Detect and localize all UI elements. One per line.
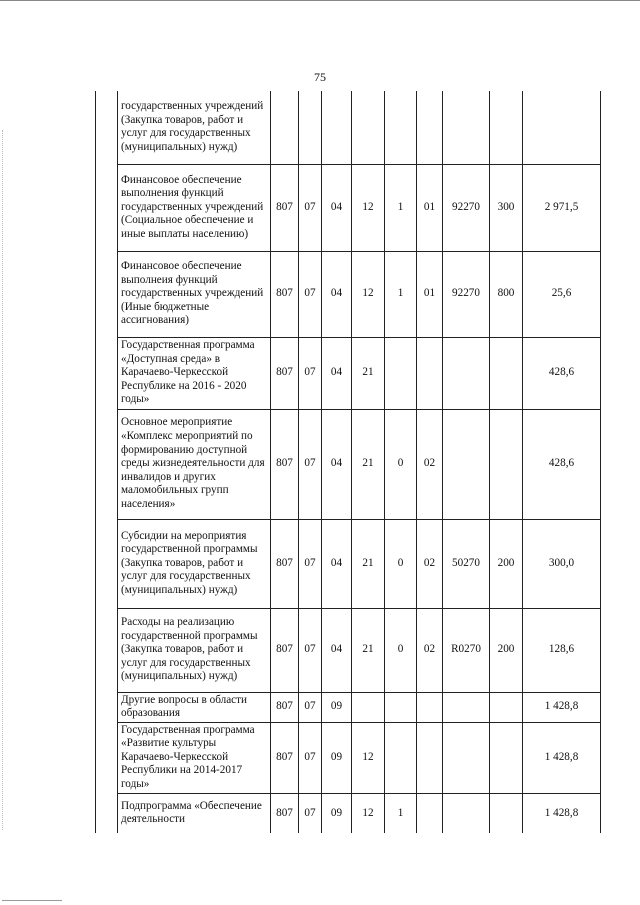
expense-type-cell [490, 91, 523, 164]
grbs-code-cell: 807 [271, 722, 299, 793]
event-code-cell: 01 [417, 164, 443, 251]
amount-cell: 428,6 [523, 337, 601, 409]
subprogram-code-cell [385, 337, 417, 409]
expense-type-cell [490, 409, 523, 519]
amount-cell: 428,6 [523, 409, 601, 519]
row-number-cell [96, 251, 118, 337]
row-name-cell: Субсидии на мероприятия государственной программы (Закупка товаров, работ и услуг для государственных (муниципальных) нужд) [118, 519, 271, 608]
grbs-code-cell: 807 [271, 608, 299, 692]
subsection-code-cell [322, 91, 352, 164]
grbs-code-cell [271, 91, 299, 164]
program-code-cell: 12 [352, 793, 385, 833]
section-code-cell: 07 [299, 164, 322, 251]
row-name-cell: Подпрограмма «Обеспечение деятельности [118, 793, 271, 833]
row-name-cell: Расходы на реализацию государственной программы (Закупка товаров, работ и услуг для государственных (муниципальных) нужд) [118, 608, 271, 692]
event-code-cell [417, 722, 443, 793]
expense-direction-cell [443, 91, 490, 164]
subsection-code-cell: 04 [322, 519, 352, 608]
table-row [96, 722, 601, 793]
subprogram-code-cell [385, 722, 417, 793]
subprogram-code-cell: 1 [385, 164, 417, 251]
table-row [96, 793, 601, 833]
expense-direction-cell [443, 722, 490, 793]
event-code-cell: 01 [417, 251, 443, 337]
subsection-code-cell: 09 [322, 692, 352, 722]
amount-cell: 25,6 [523, 251, 601, 337]
event-code-cell: 02 [417, 608, 443, 692]
row-name-cell: государственных учреждений (Закупка товаров, работ и услуг для государственных (муниципальных) нужд) [118, 91, 271, 164]
row-number-cell [96, 91, 118, 164]
table-row [96, 91, 601, 164]
program-code-cell: 12 [352, 251, 385, 337]
grbs-code-cell: 807 [271, 692, 299, 722]
event-code-cell [417, 692, 443, 722]
row-number-cell [96, 722, 118, 793]
event-code-cell: 02 [417, 519, 443, 608]
budget-table-body [96, 91, 601, 833]
amount-cell: 2 971,5 [523, 164, 601, 251]
section-code-cell: 07 [299, 409, 322, 519]
subsection-code-cell: 09 [322, 793, 352, 833]
row-number-cell [96, 409, 118, 519]
expense-direction-cell: 92270 [443, 251, 490, 337]
grbs-code-cell: 807 [271, 251, 299, 337]
expense-direction-cell [443, 337, 490, 409]
table-row [96, 251, 601, 337]
subprogram-code-cell: 0 [385, 608, 417, 692]
subprogram-code-cell: 0 [385, 409, 417, 519]
section-code-cell: 07 [299, 519, 322, 608]
top-edge-line [0, 0, 640, 1]
table-row [96, 519, 601, 608]
program-code-cell: 21 [352, 608, 385, 692]
expense-direction-cell [443, 793, 490, 833]
subsection-code-cell: 09 [322, 722, 352, 793]
program-code-cell: 21 [352, 519, 385, 608]
subsection-code-cell: 04 [322, 608, 352, 692]
table-row [96, 337, 601, 409]
section-code-cell [299, 91, 322, 164]
grbs-code-cell: 807 [271, 164, 299, 251]
subprogram-code-cell: 1 [385, 793, 417, 833]
expense-direction-cell [443, 409, 490, 519]
grbs-code-cell: 807 [271, 793, 299, 833]
expense-type-cell: 300 [490, 164, 523, 251]
expense-type-cell [490, 337, 523, 409]
subprogram-code-cell [385, 692, 417, 722]
subsection-code-cell: 04 [322, 409, 352, 519]
row-number-cell [96, 519, 118, 608]
grbs-code-cell: 807 [271, 409, 299, 519]
expense-type-cell [490, 692, 523, 722]
event-code-cell [417, 91, 443, 164]
section-code-cell: 07 [299, 251, 322, 337]
amount-cell: 300,0 [523, 519, 601, 608]
bottom-edge-mark [2, 900, 62, 901]
program-code-cell [352, 91, 385, 164]
grbs-code-cell: 807 [271, 337, 299, 409]
expense-type-cell [490, 793, 523, 833]
expense-direction-cell: R0270 [443, 608, 490, 692]
amount-cell: 1 428,8 [523, 722, 601, 793]
amount-cell: 1 428,8 [523, 692, 601, 722]
budget-table [95, 91, 601, 833]
event-code-cell [417, 337, 443, 409]
expense-direction-cell: 50270 [443, 519, 490, 608]
row-name-cell: Финансовое обеспечение выполнения функций государственных учреждений (Социальное обеспечение и иные выплаты населению) [118, 164, 271, 251]
table-row [96, 692, 601, 722]
section-code-cell: 07 [299, 793, 322, 833]
row-number-cell [96, 337, 118, 409]
expense-type-cell: 200 [490, 519, 523, 608]
amount-cell: 1 428,8 [523, 793, 601, 833]
row-name-cell: Финансовое обеспечение выполнеия функций государственных учреждений (Иные бюджетные ассигнования) [118, 251, 271, 337]
program-code-cell [352, 692, 385, 722]
subsection-code-cell: 04 [322, 337, 352, 409]
subprogram-code-cell: 1 [385, 251, 417, 337]
program-code-cell: 12 [352, 722, 385, 793]
row-name-cell: Основное мероприятие «Комплекс мероприятий по формированию доступной среды жизнедеятельности для инвалидов и других маломобильных групп населения» [118, 409, 271, 519]
expense-type-cell: 800 [490, 251, 523, 337]
row-name-cell: Государственная программа «Доступная среда» в Карачаево-Черкесской Республике на 2016 - 2020 годы» [118, 337, 271, 409]
amount-cell [523, 91, 601, 164]
table-row [96, 608, 601, 692]
amount-cell: 128,6 [523, 608, 601, 692]
row-name-cell: Государственная программа «Развитие культуры Карачаево-Черкесской Республики на 2014-2017 годы» [118, 722, 271, 793]
section-code-cell: 07 [299, 608, 322, 692]
row-number-cell [96, 793, 118, 833]
grbs-code-cell: 807 [271, 519, 299, 608]
subsection-code-cell: 04 [322, 251, 352, 337]
row-name-cell: Другие вопросы в области образования [118, 692, 271, 722]
program-code-cell: 21 [352, 337, 385, 409]
expense-direction-cell: 92270 [443, 164, 490, 251]
subsection-code-cell: 04 [322, 164, 352, 251]
row-number-cell [96, 164, 118, 251]
table-row [96, 409, 601, 519]
expense-direction-cell [443, 692, 490, 722]
program-code-cell: 12 [352, 164, 385, 251]
event-code-cell [417, 793, 443, 833]
row-number-cell [96, 692, 118, 722]
section-code-cell: 07 [299, 692, 322, 722]
expense-type-cell [490, 722, 523, 793]
subprogram-code-cell: 0 [385, 519, 417, 608]
subprogram-code-cell [385, 91, 417, 164]
scan-margin-marks [2, 130, 5, 830]
event-code-cell: 02 [417, 409, 443, 519]
table-row [96, 164, 601, 251]
section-code-cell: 07 [299, 722, 322, 793]
row-number-cell [96, 608, 118, 692]
section-code-cell: 07 [299, 337, 322, 409]
program-code-cell: 21 [352, 409, 385, 519]
page-number: 75 [314, 70, 326, 84]
expense-type-cell: 200 [490, 608, 523, 692]
